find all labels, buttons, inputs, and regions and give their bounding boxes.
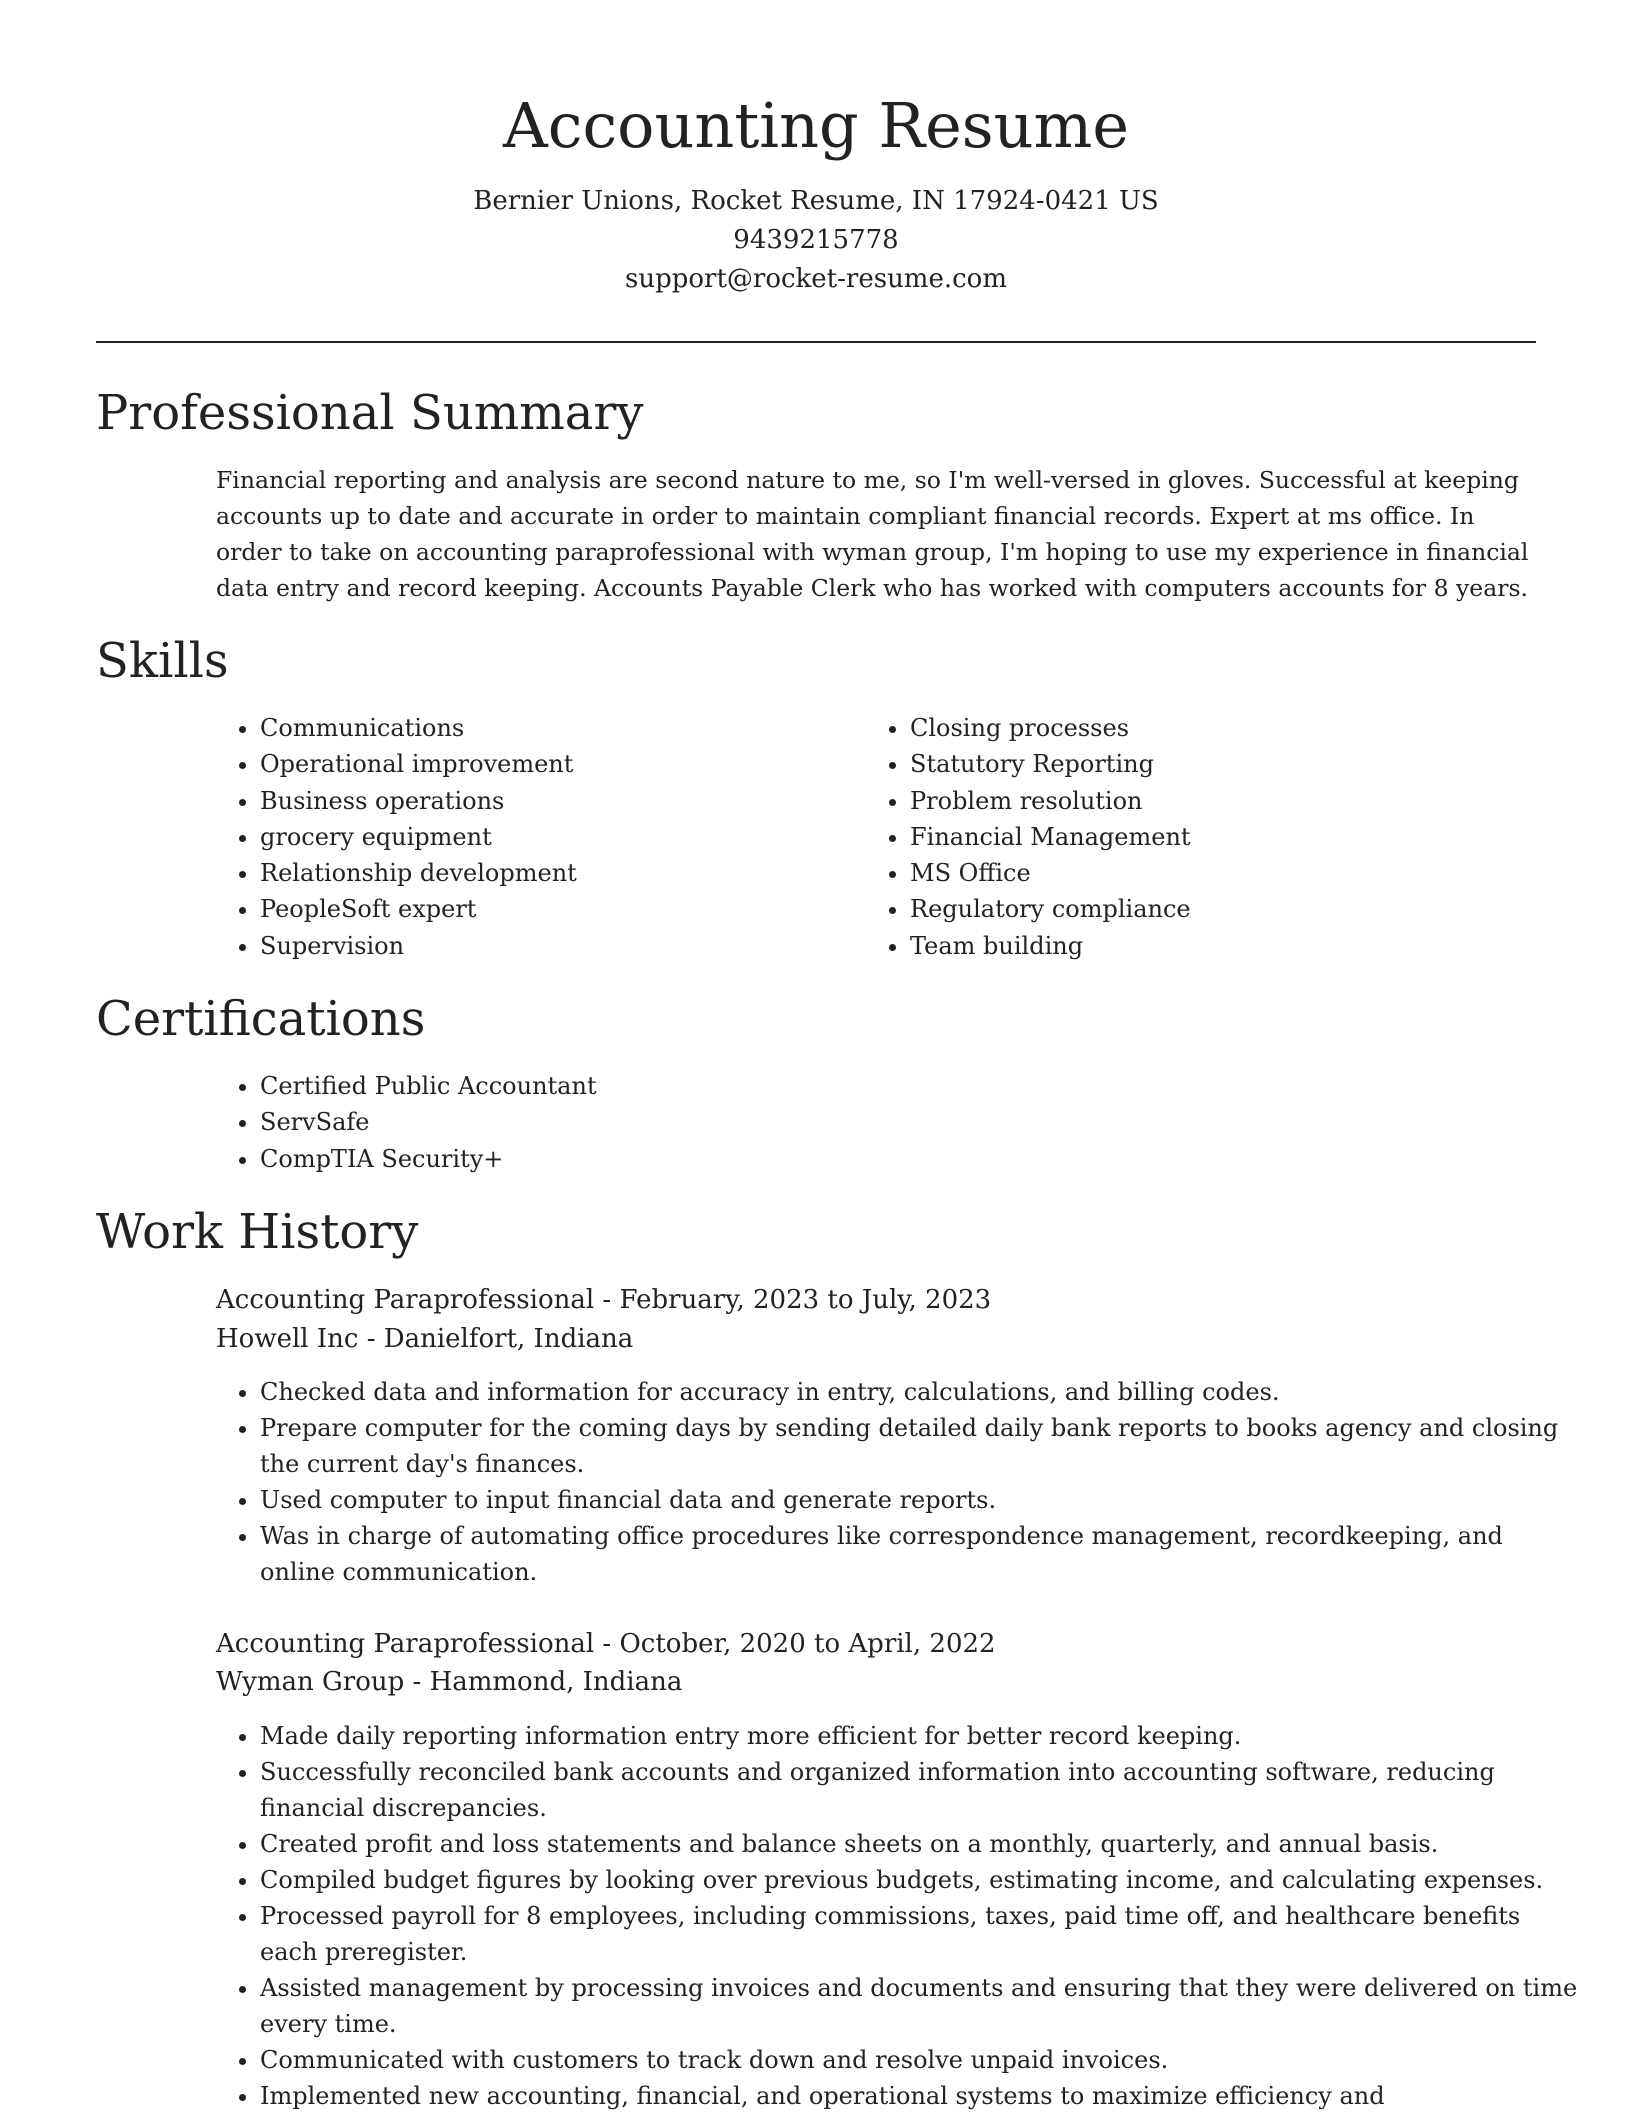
job-bullet: • Was in charge of automating office procedures like correspondence management, recordkeeping, and online communication. xyxy=(260,1518,1580,1590)
skill-item: • Business operations xyxy=(260,783,820,819)
job-location: - Hammond, Indiana xyxy=(404,1667,683,1697)
skill-item: • Relationship development xyxy=(260,855,820,891)
job-bullets xyxy=(216,1718,1580,2114)
job-location: - Danielfort, Indiana xyxy=(358,1324,634,1354)
summary-heading: Professional Summary xyxy=(96,385,644,441)
job-bullet: • Used computer to input financial data and generate reports. xyxy=(260,1482,1580,1518)
skill-item: • Communications xyxy=(260,710,820,746)
job-header xyxy=(216,1281,991,1320)
skill-item: • MS Office xyxy=(910,855,1530,891)
skill-item: • Team building xyxy=(910,928,1530,964)
job-company-line xyxy=(216,1663,682,1702)
job-company: Howell Inc xyxy=(216,1324,359,1354)
contact-email: support@rocket-resume.com xyxy=(624,264,1007,294)
skill-item: • Operational improvement xyxy=(260,746,820,782)
job-dates: - October, 2020 to April, 2022 xyxy=(594,1629,996,1659)
contact-phone: 9439215778 xyxy=(733,225,899,255)
skill-item: • Closing processes xyxy=(910,710,1530,746)
skills-list-left xyxy=(216,710,820,964)
skill-item: • Problem resolution xyxy=(910,783,1530,819)
job-company-line xyxy=(216,1320,633,1359)
certification-item: • ServSafe xyxy=(260,1104,1540,1140)
job-bullet: • Implemented new accounting, financial, and operational systems to maximize efficiency and xyxy=(260,2078,1580,2114)
skills-heading: Skills xyxy=(96,633,229,689)
job-bullet: • Prepare computer for the coming days by sending detailed daily bank reports to books agency and closing the current day's finances. xyxy=(260,1410,1580,1482)
skill-item: • Regulatory compliance xyxy=(910,891,1530,927)
job-bullet: • Assisted management by processing invoices and documents and ensuring that they were delivered on time every time. xyxy=(260,1970,1580,2042)
job-bullet: • Checked data and information for accuracy in entry, calculations, and billing codes. xyxy=(260,1374,1580,1410)
skill-item: • Financial Management xyxy=(910,819,1530,855)
job-bullets xyxy=(216,1374,1580,1590)
job-bullet: • Compiled budget figures by looking over previous budgets, estimating income, and calculating expenses. xyxy=(260,1862,1580,1898)
certifications-list xyxy=(216,1068,1540,1177)
certification-item: • CompTIA Security+ xyxy=(260,1141,1540,1177)
header-divider xyxy=(96,341,1536,343)
job-dates: - February, 2023 to July, 2023 xyxy=(594,1285,992,1315)
job-company: Wyman Group xyxy=(216,1667,405,1697)
summary-text: Financial reporting and analysis are second nature to me, so I'm well-versed in gloves. Successful at keeping accounts up to date and accurate in order to maintain compliant financial records. Expert at ms office. In order to take on accounting paraprofessional with wyman group, I'm hoping to use my experience in financial data entry and record keeping. Accounts Payable Clerk who has worked with computers accounts for 8 years. xyxy=(216,466,1529,602)
contact-address: Bernier Unions, Rocket Resume, IN 17924-0421 US xyxy=(473,186,1159,216)
job-bullet: • Successfully reconciled bank accounts and organized information into accounting software, reducing financial discrepancies. xyxy=(260,1754,1580,1826)
job-bullet: • Communicated with customers to track down and resolve unpaid invoices. xyxy=(260,2042,1580,2078)
skill-item: • Supervision xyxy=(260,928,820,964)
resume-title: Accounting Resume xyxy=(502,89,1130,162)
skill-item: • Statutory Reporting xyxy=(910,746,1530,782)
job-position: Accounting Paraprofessional xyxy=(216,1629,595,1659)
certification-item: • Certified Public Accountant xyxy=(260,1068,1540,1104)
skill-item: • grocery equipment xyxy=(260,819,820,855)
skills-list-right xyxy=(866,710,1530,964)
certifications-heading: Certifications xyxy=(96,991,426,1047)
job-bullet: • Created profit and loss statements and balance sheets on a monthly, quarterly, and annual basis. xyxy=(260,1826,1580,1862)
resume-header xyxy=(96,80,1536,299)
job-bullet: • Processed payroll for 8 employees, including commissions, taxes, paid time off, and healthcare benefits each preregister. xyxy=(260,1898,1580,1970)
work-history-heading: Work History xyxy=(96,1204,419,1260)
job-position: Accounting Paraprofessional xyxy=(216,1285,595,1315)
job-bullet: • Made daily reporting information entry more efficient for better record keeping. xyxy=(260,1718,1580,1754)
skill-item: • PeopleSoft expert xyxy=(260,891,820,927)
job-header xyxy=(216,1625,996,1664)
